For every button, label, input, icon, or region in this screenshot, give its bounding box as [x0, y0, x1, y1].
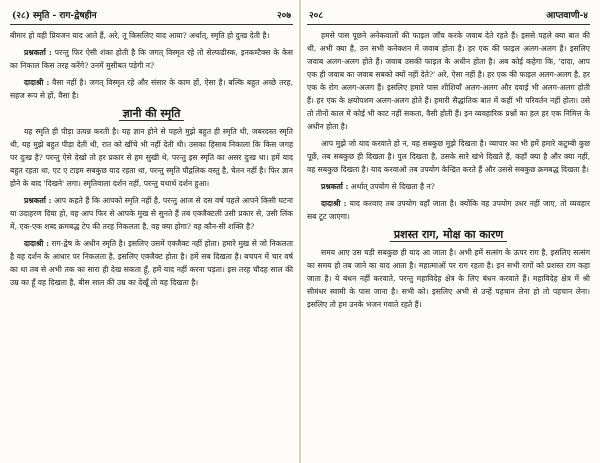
question-text: अर्थात् उपयोग से दिखता है न?	[348, 182, 435, 191]
book-gutter	[299, 0, 301, 463]
left-paragraph-2: यह स्मृति ही पीड़ा उत्पन्न करती है। यह ज्ञान होने से पहले मुझे बहुत ही स्मृति थी, जबरदस्त स्मृति थी, यह मुझे बहुत पीड़ा देती थी, रात को खींचे भी नहीं देती थी। उसका हिसाब निकाला कि किस जगह पर दुःख है? परन्तु ऐसे देखो तो हर प्रकार से हम सुखी थे, परन्तु इस स्मृति का असर दुःख था। हमें याद बहुत रहता था, एट ए टाइम सबकुछ याद रहता था, परन्तु स्मृति पौद्गलिक वस्तु है, चेतन नहीं है। फिर ज्ञान होने के बाद 'दिखने' लगा। स्मृतिवाला दर्शन नहीं, परन्तु यथार्थ दर्शन हुआ।	[10, 127, 293, 188]
right-section-heading: प्रशस्त राग, मोक्ष का कारण	[307, 227, 590, 242]
answer-text: याद करवाए तब उपयोग वहाँ जाता है। क्योंकि वह उपयोग उधर नहीं जाए, तो व्यवहार सब टूट जाएगा।	[307, 199, 590, 221]
right-paragraph-1: हमसे पास पूछने अनेकवालों की फाइल जाँच करके जवाब देते रहते हैं। इससे पहले क्या बात की थी, अभी क्या है, उन सभी कनेक्शन में जवाब होता है। हर एक की फाइल अलग-अलग है। इसलिए जवाब अलग-अलग होते हैं। जवाब उसकी फाइल के अधीन होता है। अब कोई कहेगा कि, 'दादा, आप एक ही जवाब का जवाब सबको क्यों नहीं देते?' अरे, ऐसा नहीं है। हर एक की फाइल अलग-अलग है, हर एक के रोग अलग-अलग हैं। इसलिए हमारे पास शीशियाँ अलग-अलग और दवाई भी अलग-अलग होती हैं। हर एक के क्षयोपशम अलग-अलग होते हैं। हमारी सैद्धांतिक बात में कहीं भी परिवर्तन नहीं होता। उसे तो तीनों काल में कोई भी काट नहीं सकता, वैसी होती हैं। इन व्यवहारिक प्रश्नों का हल हर एक निमित्त के अधीन होता है।	[307, 31, 590, 131]
right-page-number: २०८	[309, 11, 324, 21]
left-section-heading: ज्ञानी की स्मृति	[10, 106, 293, 121]
dadashri-label: दादाश्री :	[24, 239, 49, 248]
left-page	[10, 8, 293, 457]
questioner-label: प्रश्नकर्ता :	[321, 182, 349, 191]
answer-text: राग-द्वेष के अधीन स्मृति है। इसलिए उसमें एक्जैक्ट नहीं होता। हमारे मुख से जो निकलता है वह दर्शन के आधार पर निकलता है, इसलिए एक्जैक्ट होता है। हमें सब दिखता है। बचपन में चार वर्ष का था तब से अभी तक का सारा ही देख सकता हूँ, हमें याद नहीं करना पड़ता। इस तरह चौदह साल की उम्र का हूँ वह दिखता है, बीस साल की उम्र का देखूँ तो वह दिखता है।	[10, 239, 293, 287]
left-answer-2	[10, 237, 293, 289]
left-page-number: २०७	[276, 11, 291, 21]
right-running-title: आप्तवाणी-४	[546, 11, 588, 21]
right-paragraph-2: आप मुझे जो याद करवाते हो न, वह सबकुछ मुझे दिखता है। व्यापार का भी हमें हमारे कटुम्बी कुछ पूछें, तब सबकुछ ही दिखता है। पुल दिखता है, उसके सारे खंभे दिखते हैं, कहाँ क्या है और क्या नहीं, वह सबकुछ दिखता है। याद करवाओ तब उपयोग केन्द्रित करते हैं और उससे सबकुछ क्रमबद्ध दिखता है।	[307, 139, 590, 174]
left-answer-1	[10, 76, 293, 102]
right-question-1	[307, 180, 590, 193]
questioner-label: प्रश्नकर्ता :	[24, 48, 52, 57]
question-text: परन्तु फिर ऐसी शंका होती है कि जगत् विस्मृत रहे तो सेल्फडीस्क, इनकम्टैक्स के केस का निकाल किस तरह करेंगे? उनमें मुसीबत पड़ेगी न?	[10, 48, 293, 70]
left-question-1	[10, 46, 293, 72]
left-running-title: (२८) स्मृति - राग-द्वेषहीन	[12, 11, 97, 21]
left-page-header	[10, 8, 293, 25]
right-page	[307, 8, 590, 457]
left-question-2	[10, 194, 293, 233]
questioner-label: प्रश्नकर्ता :	[24, 196, 52, 205]
right-paragraph-3: समय आए उस घड़ी सबकुछ ही याद आ जाता है। अभी हमें सत्संग के ऊपर राग है, इसलिए सत्संग का समय हो तब जाने का याद आता है। महात्माओं पर राग रहता है। इन सभी रागों को प्रशस्त राग कहा जाता है। ये बंधन नहीं करवाते, परन्तु महाविदेह क्षेत्र के लिए बंधन करवाते हैं। महाविदेह क्षेत्र में श्री सीमंधर स्वामी के पास जाना है। सभी को। इसलिए अभी से उन्हें पहचान लेना हो तो पहचान लेना। इसलिए तो हम उनके भजन गवाते रहते हैं।	[307, 248, 590, 309]
dadashri-label: दादाश्री :	[24, 78, 50, 87]
dadashri-label: दादाश्री :	[321, 199, 347, 208]
right-page-header	[307, 8, 590, 25]
question-text: आप कहते हैं कि आपको स्मृति नहीं है, परन्तु आज से दस वर्ष पहले आपने किसी घटना या उदाहरण दिया हो, वह आप फिर से आपके मुख से सुनते हैं तब एक्जैक्टली उसी प्रकार से, उसी लिंक में, एक-एक शब्द क्रमबद्ध टेप की तरह निकलता है, वह क्या होगा? वह कौन-सी शक्ति है?	[10, 196, 293, 231]
right-answer-1	[307, 197, 590, 223]
left-paragraph-1: बीमार हो वही प्रियजन याद आते हैं, अरे, तू किसलिए याद आया? अर्थात्, स्मृति हो दुःख देती है।	[10, 31, 270, 40]
answer-text: वैसा नहीं है। जगत् विस्मृत रहे और संसार के काम हों, ऐसा है। बल्कि बहुत अच्छे तरह, सहज रूप से हों, वैसा है।	[10, 78, 293, 100]
